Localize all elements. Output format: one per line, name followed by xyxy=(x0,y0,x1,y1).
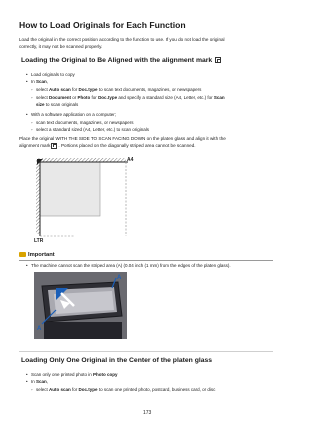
printer-photo xyxy=(34,272,127,339)
label-a-upper: A xyxy=(117,275,122,281)
list-item: • In Scan, xyxy=(26,379,49,384)
important-heading: Important xyxy=(19,252,55,258)
alignment-mark-icon xyxy=(215,57,221,63)
label-a-lower: A xyxy=(37,326,42,332)
section-heading-center: Loading Only One Original in the Center of the platen glass xyxy=(21,357,213,364)
printer-illustration xyxy=(34,272,127,339)
placement-line-2: alignment mark . Portions placed on the diagonally striped area cannot be scanned. xyxy=(19,143,196,148)
sub-list-item: ◦ select Document or Photo for Doc.type and specify a standard size (A4, Letter, etc.) for Scan xyxy=(31,95,225,100)
list-item: • Load originals to copy xyxy=(26,72,75,77)
section-heading-text: Loading the Original to Be Aligned with the alignment mark xyxy=(21,57,213,64)
original-paper xyxy=(40,162,100,216)
section-heading-alignment xyxy=(21,57,222,64)
sub-list-item: ◦ scan text documents, magazines, or newspapers xyxy=(31,120,134,125)
sub-list-item: ◦ select Auto scan for Doc.type to scan one printed photo, postcard, business card, or disc xyxy=(31,387,216,392)
page-number: 173 xyxy=(143,410,152,416)
page-title: How to Load Originals for Each Function xyxy=(19,20,186,30)
intro-line-1: Load the original in the correct position according to the function to use. If you do not load the original xyxy=(19,37,225,42)
important-icon xyxy=(19,252,26,257)
platen-alignment-diagram xyxy=(34,156,144,242)
sub-list-item: ◦ select Auto scan for Doc.type to scan text documents, magazines, or newspapers xyxy=(31,87,202,92)
intro-line-2: correctly, it may not be scanned properly. xyxy=(19,44,103,49)
list-item: • Scan only one printed photo in Photo copy xyxy=(26,372,118,377)
list-item: • In Scan, xyxy=(26,79,49,84)
placement-line-1: Place the original WITH THE SIDE TO SCAN FACING DOWN on the platen glass and align it with the xyxy=(19,136,226,141)
ltr-label: LTR xyxy=(34,238,44,242)
sub-list-item: ◦ select a standard sized (A4, Letter, etc.) to scan originals xyxy=(31,127,150,132)
important-bullet: • The machine cannot scan the striped area (A) (0.04 inch (1 mm) from the edges of the platen glass). xyxy=(26,263,231,268)
a4-label: A4 xyxy=(127,157,134,163)
list-item: • With a software application on a computer; xyxy=(26,112,117,117)
sub-list-item-continued: size to scan originals xyxy=(36,102,79,107)
alignment-mark-icon xyxy=(51,143,57,149)
printer-base xyxy=(44,322,122,339)
